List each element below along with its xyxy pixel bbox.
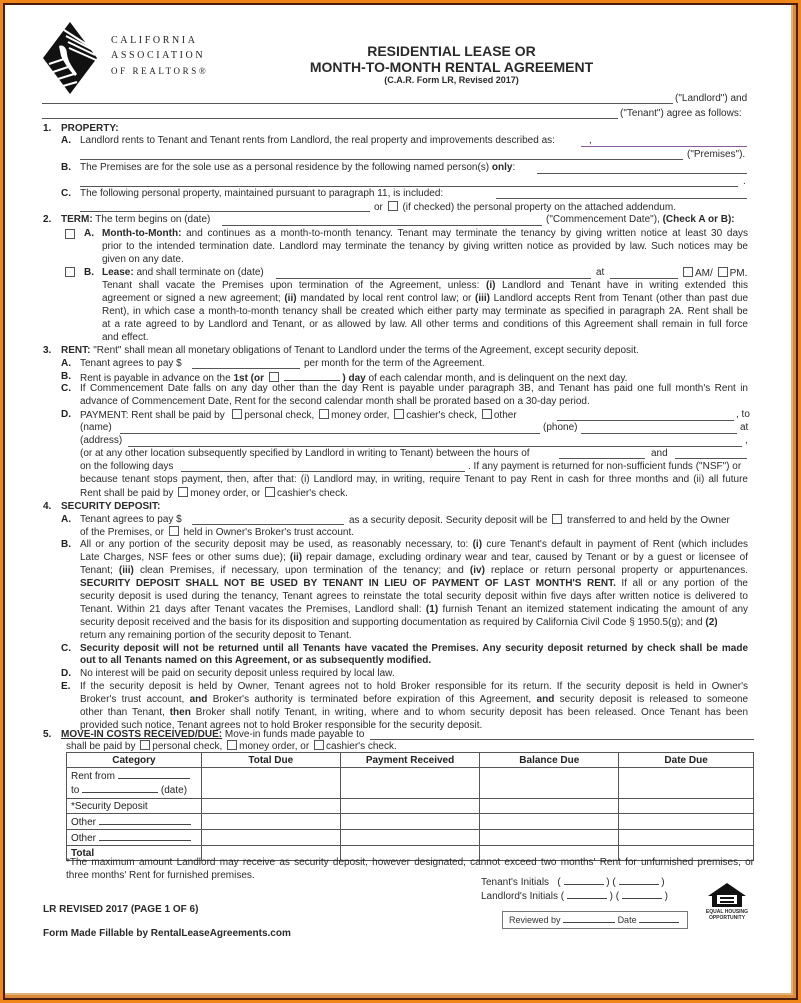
item-2b-line6: and effect. [102,332,149,343]
then-bold: then [169,707,191,718]
section-4-heading: SECURITY DEPOSIT: [61,501,161,512]
section-1-heading: PROPERTY: [61,123,119,134]
roman-ii: (ii) [289,552,303,563]
stop-payment-text: because tenant stops payment, then, after that: (i) Landlord may, in writing, require Tenant to pay Rent in cash for three months and (ii) all future [80,474,748,485]
text: cashier's check. [325,741,397,752]
text: Landlord and Tenant have in writing extended this [501,280,749,291]
table-row-rent [67,768,754,799]
text: Broker shall notify Tenant, in writing, where and to whom security deposit has been released. Once Tenant has been [195,707,749,718]
move-in-money-order-checkbox[interactable] [227,740,237,750]
at-label: at [596,267,605,278]
am-label: AM/ [695,268,713,279]
text: Rent shall be paid by [80,488,174,499]
item-3c-line2: advance of Commencement Date, Rent for the second calendar month shall be prorated based on a 30-day period. [80,396,590,407]
commencement-suffix: ("Commencement Date"), [546,214,660,225]
rent-category-cell [67,768,202,799]
item-2a-line2: prior to the intended termination date. Landlord may terminate the tenancy by giving written notice as provided by law. Such notices may be [102,241,748,252]
roman-ii: (ii) [284,293,297,304]
rent-from-row [71,769,197,783]
text: Broker's authority is terminated before expiration of this Agreement, [212,694,532,705]
text: money order, or [239,741,310,752]
text: transferred to and held by the Owner [567,515,730,526]
reviewed-by-label: Reviewed by [509,915,561,925]
alt-day-checkbox[interactable] [269,372,279,382]
text: furnish Tenant an itemized statement indicating the amount of any [442,604,749,615]
item-1c-text: The following personal property, maintained pursuant to paragraph 11, is included: [80,188,444,199]
item-4b-line5: security deposit is used during the tenancy, Tenant agrees to reinstate the total security deposit within five days after written notice is delivered to [80,591,748,602]
other-2-category-cell [67,830,202,846]
item-2b-line4: Rent), in which case a month-to-month tenancy shall be created which either party may terminate as specified in paragraph 2A. Rent shall be [102,306,748,317]
equal-housing-icon [707,882,747,908]
transferred-owner-checkbox[interactable] [552,514,562,524]
rent-from-label: Rent from [71,771,115,782]
name-label: (name) [80,422,112,433]
item-2b-line2 [102,280,748,292]
reviewed-by-input[interactable] [563,914,615,923]
text: security deposit is released to someone [559,694,749,705]
tenant-input[interactable] [42,118,618,119]
item-4e-line3 [80,707,748,719]
form-id: LR REVISED 2017 (PAGE 1 OF 6) [43,904,199,915]
item-3a-text: Tenant agrees to pay $ [80,358,182,369]
org-name-line1: CALIFORNIA [111,35,198,46]
item-4c-letter: C. [61,643,71,654]
text: shall be paid by [66,741,136,752]
item-4b-line4 [80,578,748,590]
text: money order, or [190,488,261,499]
lease-label: Lease: [102,267,134,278]
section-3-heading: RENT: [61,345,91,356]
item-4e-letter: E. [61,681,71,692]
item-3b-letter: B. [61,371,71,382]
roman-iii: (iii) [475,293,491,304]
other-2-total-due-cell[interactable] [201,830,340,846]
item-1c-letter: C. [61,188,71,199]
deposit-payment-received-cell[interactable] [340,799,480,814]
at-label-2: at [740,422,749,433]
tenant-initials-2-input[interactable] [619,875,659,885]
move-in-payee-input[interactable] [370,739,754,740]
move-in-cashiers-check-checkbox[interactable] [314,740,324,750]
payee-name-input[interactable] [120,433,540,434]
text: personal check, [244,410,315,421]
reviewed-by-box [502,911,688,929]
roman-i: (i) [485,280,496,291]
security-deposit-category-cell: *Security Deposit [67,799,202,814]
and-bold: and [189,694,208,705]
roman-i: (i) [472,539,483,550]
col-header-balance-due: Balance Due [480,753,619,768]
item-2b-letter: B. [84,267,94,278]
section-4-number: 4. [43,501,52,512]
text: Landlord accepts Rent from Tenant (other than past due [493,293,749,304]
deposit-balance-due-cell[interactable] [480,799,619,814]
item-1b-colon: : [512,162,516,173]
landlord-initials-row: Landlord's Initials ( ) ( ) [481,891,668,902]
text: cure Tenant's default in payment of Rent (which includes [486,539,749,550]
rent-definition: "Rent" shall mean all monetary obligations of Tenant to Landlord under the terms of the Agreement, except security deposit. [93,345,639,356]
text: security deposit received and the basis for its disposition and supporting documentation as required by California Civil Code § 1950.5(g); and [80,617,703,628]
days-label: on the following days [80,461,174,472]
item-1b-text [80,162,515,174]
landlord-initials-2-input[interactable] [622,889,662,899]
doc-subtitle: (C.A.R. Form LR, Revised 2017) [384,75,519,85]
landlord-initials-1-input[interactable] [567,889,607,899]
other-2-balance-due-cell[interactable] [480,830,619,846]
section-1-number: 1. [43,123,52,134]
item-3a-letter: A. [61,358,71,369]
text: other than Tenant, [80,707,165,718]
section-5-heading: MOVE-IN COSTS RECEIVED/DUE: [61,729,223,740]
month-to-month-checkbox[interactable] [65,229,75,239]
move-in-personal-check-checkbox[interactable] [140,740,150,750]
item-1a-text: Landlord rents to Tenant and Tenant rents from Landlord, the real property and improvements described as: [80,135,555,146]
num-2: (2) [705,617,718,628]
move-in-payable-text: Move-in funds made payable to [224,729,365,740]
future-rent-line [80,487,348,500]
am-checkbox[interactable] [683,267,693,277]
total-category-cell: Total [67,846,202,861]
doc-title-line2: MONTH-TO-MONTH RENTAL AGREEMENT [309,59,594,75]
deposit-footnote-line1: *The maximum amount Landlord may receive as security deposit, however designated, cannot exceed two months' Rent for unfurnished premises, or [66,857,754,868]
item-4b-letter: B. [61,539,71,550]
personal-check-checkbox[interactable] [232,409,242,419]
term-begins-text: The term begins on (date) [95,214,211,225]
item-3c-letter: C. [61,383,71,394]
pm-label: PM. [729,268,748,279]
phone-label: (phone) [543,422,578,433]
item-2a-line3: given on any date. [102,254,184,265]
text: of the Premises, or [80,527,164,538]
col-header-category: Category [67,753,202,768]
text: other [493,410,517,421]
text: repair damage, excluding ordinary wear and tear, caused by Tenant or by a guest or licensee of [306,552,749,563]
text: money order, [331,410,390,421]
item-4c-line2: out to all Tenants named on this Agreement, or as subsequently modified. [80,655,432,666]
item-4a-text: Tenant agrees to pay $ [80,514,182,525]
rent-to-label: to [71,785,80,796]
fillable-credit: Form Made Fillable by RentalLeaseAgreements.com [43,928,291,939]
commencement-date-input[interactable] [222,225,542,226]
item-2b-line1 [102,267,264,279]
check-a-or-b: (Check A or B): [662,214,735,225]
hours-end-input[interactable] [675,458,747,459]
item-4a-mid [349,514,730,527]
item-3a-suffix: per month for the term of the Agreement. [304,358,485,369]
landlord-label: ("Landlord") and [675,93,748,104]
move-in-costs-table [66,752,754,861]
text: as a security deposit. Security deposit will be [349,515,548,526]
other-1-input[interactable] [99,815,191,825]
section-5-number: 5. [43,729,52,740]
lease-end-time-input[interactable] [610,278,678,279]
text: Rent is payable in advance on the [80,373,231,384]
item-1c-or: or [374,202,383,213]
item-2a-line1 [102,228,748,240]
other-2-payment-received-cell[interactable] [340,830,480,846]
deposit-total-due-cell[interactable] [201,799,340,814]
doc-title-line1: RESIDENTIAL LEASE OR [367,43,536,59]
broker-trust-checkbox[interactable] [169,526,179,536]
item-4d-letter: D. [61,668,71,679]
security-deposit-input[interactable] [192,524,344,525]
item-4b-line7 [80,617,718,629]
first-day: 1st (or [233,373,265,384]
landlord-initials-label: Landlord's Initials [481,891,558,902]
other-label: Other [71,817,97,828]
other-1-date-due-cell[interactable] [619,814,754,830]
other-payment-checkbox[interactable] [482,409,492,419]
payee-phone-input[interactable] [581,433,737,434]
item-1c-suffix: (if checked) the personal property on the attached addendum. [402,202,676,213]
address-label: (address) [80,435,123,446]
rent-from-input[interactable] [118,769,190,779]
comma: , [745,435,748,446]
hours-text: (or at any other location subsequently specified by Landlord in writing to Tenant) between the hours of [80,448,530,459]
text: Tenant shall vacate the Premises upon termination of the Agreement, unless: [102,280,480,291]
section-2-line [61,214,210,226]
col-header-date-due: Date Due [619,753,754,768]
other-label: Other [71,833,97,844]
item-4e-line2 [80,694,748,706]
premises-address-input-line2[interactable] [80,159,683,160]
text: personal check, [152,741,223,752]
text: agreement or signed a new agreement; [102,293,281,304]
item-3d-letter: D. [61,409,71,420]
item-3c-line1: If Commencement Date falls on any day other than the day Rent is payable under paragraph 3B, and Tenant has paid one full month's Rent in [80,383,748,394]
item-2a-text1: and continues as a month-to-month tenancy. Tenant may terminate the tenancy by giving written notice at least 30 days [186,228,749,239]
section-3-line [61,345,639,357]
day-label: ) day [342,373,366,384]
col-header-payment-received: Payment Received [340,753,480,768]
rent-total-due-cell[interactable] [201,768,340,799]
section-2-number: 2. [43,214,52,225]
item-4e-line1: If the security deposit is held by Owner, Tenant agrees not to hold Broker responsible for its return. If the security deposit is held in Owner's [80,681,748,692]
document-page [5,5,793,995]
future-money-order-checkbox[interactable] [178,487,188,497]
item-1a-letter: A. [61,135,71,146]
table-header-row [67,753,754,768]
section-3-number: 3. [43,345,52,356]
other-2-date-due-cell[interactable] [619,830,754,846]
item-4c-line1: Security deposit will not be returned until all Tenants have vacated the Premises. Any security deposit returned by check shall be made [80,643,748,654]
text: PAYMENT: Rent shall be paid by [80,410,225,421]
pm-checkbox[interactable] [718,267,728,277]
payment-days-input[interactable] [181,471,465,472]
lease-terminate-text: and shall terminate on (date) [136,267,264,278]
item-4b-line6 [80,604,748,616]
text: cashier's check. [277,488,348,499]
text: replace or return personal property or appurtenances. [490,565,749,576]
payee-address-input[interactable] [128,446,742,447]
period: . [743,176,746,187]
personal-property-input[interactable] [496,198,747,199]
deposit-footnote-line2: three months' Rent for furnished premises. [66,870,255,881]
other-1-total-due-cell[interactable] [201,814,340,830]
personal-property-input-line2[interactable] [80,211,370,212]
and-label: and [651,448,668,459]
other-payment-input[interactable] [557,420,734,421]
item-4a-line2 [80,526,354,539]
review-date-label: Date [617,915,637,925]
premises-label: ("Premises"). [687,149,746,160]
date-label: (date) [160,785,188,796]
text: If all or any portion of the [621,578,748,589]
rent-payment-received-cell[interactable] [340,768,480,799]
rent-balance-due-cell[interactable] [480,768,619,799]
other-1-category-cell [67,814,202,830]
item-2a-letter: A. [84,228,94,239]
last-month-warning: SECURITY DEPOSIT SHALL NOT BE USED BY TENANT IN LIEU OF PAYMENT OF LAST MONTH'S RENT. [80,578,616,589]
rent-date-due-cell[interactable] [619,768,754,799]
month-to-month-label: Month-to-Month: [102,228,182,239]
item-4d-text: No interest will be paid on security deposit unless required by local law. [80,668,395,679]
review-date-input[interactable] [639,914,679,923]
ampm-row [681,267,747,280]
monthly-rent-input[interactable] [192,368,300,369]
tenant-label: ("Tenant") agree as follows: [620,108,742,119]
other-1-payment-received-cell[interactable] [340,814,480,830]
text: clean Premises, if necessary, upon termination of the tenancy; and [139,565,464,576]
item-3d-line1 [80,409,517,422]
tenant-initials-1-input[interactable] [564,875,604,885]
item-4a-letter: A. [61,514,71,525]
commencement-label [546,214,735,226]
item-4b-line8: return any remaining portion of the security deposit to Tenant. [80,630,352,641]
nsf-text: . If any payment is returned for non-sufficient funds ("NSF") or [468,461,742,472]
text: mandated by local rent control law; or [300,293,472,304]
table-row-other-2 [67,830,754,846]
section-2-heading: TERM: [61,214,93,225]
named-persons-input[interactable] [537,173,747,174]
future-cashiers-check-checkbox[interactable] [265,487,275,497]
rent-to-input[interactable] [82,783,158,793]
text: cashier's check, [406,410,478,421]
tenant-initials-label: Tenant's Initials [481,877,550,888]
text: All or any portion of the security deposit may be used, as reasonably necessary, to: [80,539,469,550]
named-persons-input-line2[interactable] [80,186,738,187]
and-bold: and [536,694,555,705]
item-1c-or-row [374,201,676,214]
text: of each calendar month, and is delinquent on the next day. [368,373,628,384]
landlord-input[interactable] [42,103,673,104]
cashiers-check-checkbox[interactable] [394,409,404,419]
eho-label [703,909,751,921]
tenant-initials-row: Tenant's Initials ( ) ( ) [481,877,665,888]
item-4b-line3 [80,565,748,577]
item-1b-text-pre: The Premises are for the sole use as a personal residence by the following named person(s) [80,162,490,173]
money-order-checkbox[interactable] [319,409,329,419]
rent-to-row [71,783,197,797]
item-4e-line4: provided such notice, Tenant agrees not to hold Broker responsible for the security deposit. [80,720,483,731]
text: Tenant. Within 21 days after Tenant vacates the Premises, Landlord shall: [80,604,422,615]
hours-start-input[interactable] [559,458,645,459]
premises-address-input[interactable]: , [581,136,747,147]
deposit-date-due-cell[interactable] [619,799,754,814]
col-header-total-due: Total Due [201,753,340,768]
text: Broker's trust account, [80,694,185,705]
num-1: (1) [425,604,439,615]
item-1b-letter: B. [61,162,71,173]
table-row-security-deposit [67,799,754,814]
org-name-line3: OF REALTORS® [111,66,209,76]
table-row-other-1 [67,814,754,830]
text: Tenant; [80,565,113,576]
lease-end-date-input[interactable] [276,278,591,279]
to-label: , to [736,409,750,420]
eho-line2: OPPORTUNITY [708,915,746,921]
other-2-input[interactable] [99,831,191,841]
org-name-line2: ASSOCIATION [111,50,206,61]
item-2b-line3 [102,293,748,305]
roman-iv: (iv) [469,565,485,576]
text: held in Owner's Broker's trust account. [183,527,355,538]
alt-day-input[interactable] [284,371,340,381]
addendum-checkbox[interactable] [388,201,398,211]
text: Late Charges, NSF fees or other sums due); [80,552,286,563]
item-4b-line1 [80,539,748,551]
item-4b-line2 [80,552,748,564]
roman-iii: (iii) [118,565,134,576]
item-1b-only: only [491,162,513,173]
item-2b-line5: at a rate agreed to by Landlord and Tenant, or as allowed by law. All other terms and conditions of this Agreement shall remain in full force [102,319,748,330]
lease-checkbox[interactable] [65,267,75,277]
eho-line1: EQUAL HOUSING [705,909,749,915]
other-1-balance-due-cell[interactable] [480,814,619,830]
